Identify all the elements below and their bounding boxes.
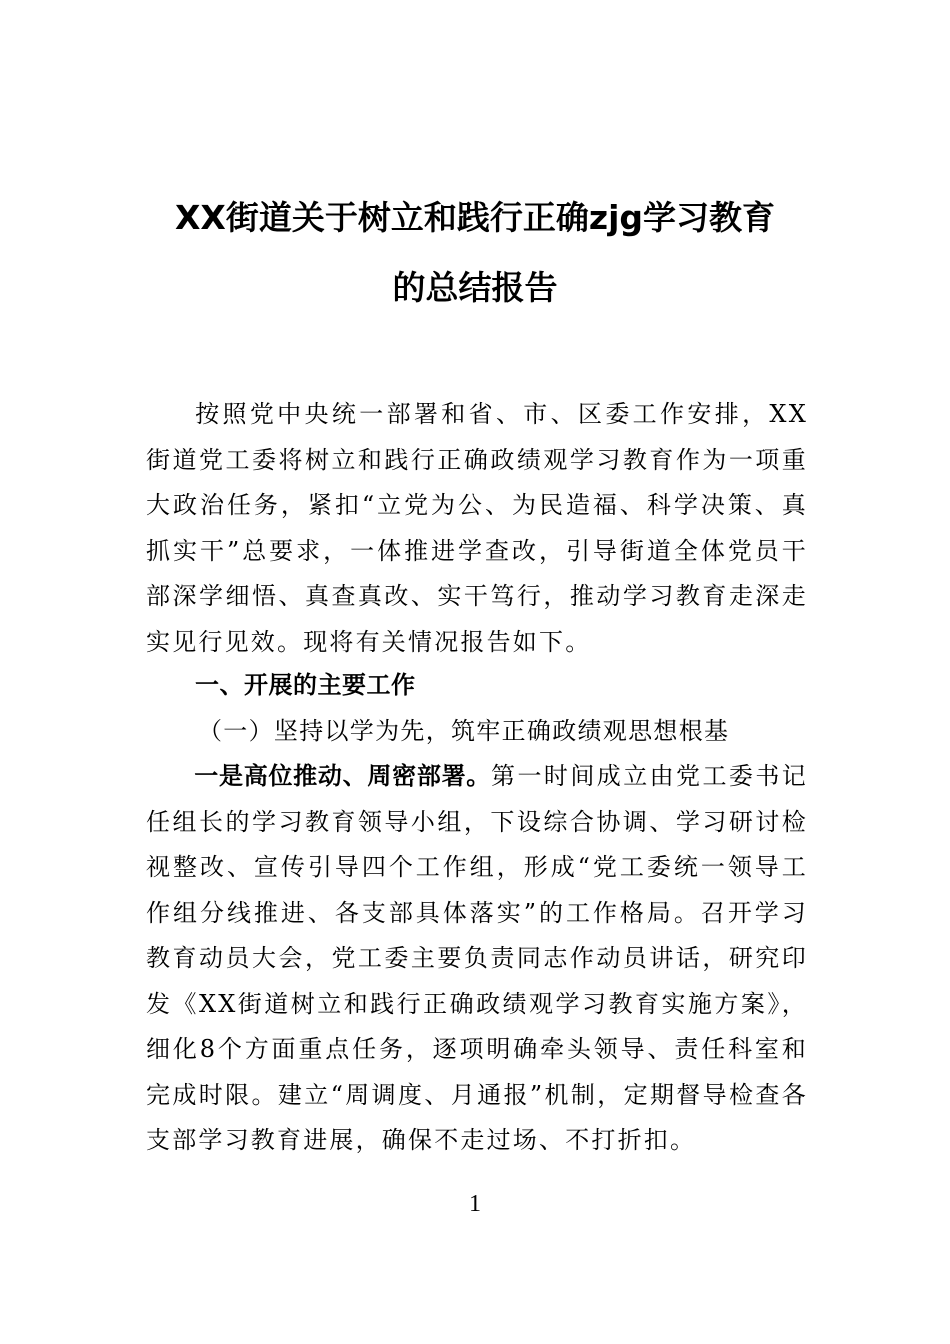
subsection-heading-1-1: （一）坚持以学为先，筑牢正确政绩观思想根基 (198, 717, 730, 745)
page-number: 1 (469, 1191, 481, 1217)
document-title-line-2: 的总结报告 (392, 268, 558, 307)
document-title-line-1: XX街道关于树立和践行正确zjg学习教育 (174, 198, 776, 237)
intro-paragraph (146, 392, 808, 665)
intro-paragraph-text: 按照党中央统一部署和省、市、区委工作安排，XX街道党工委将树立和践行正确政绩观学习教育作为一项重大政治任务，紧扣“立党为公、为民造福、科学决策、真抓实干”总要求，一体推进学查改，引导街道全体党员干部深学细悟、真查真改、实干笃行，推动学习教育走深走实见行见效。现将有关情况报告如下。 (146, 400, 808, 656)
paragraph-body-text: 第一时间成立由党工委书记任组长的学习教育领导小组，下设综合协调、学习研讨检视整改、宣传引导四个工作组，形成“党工委统一领导工作组分线推进、各支部具体落实”的工作格局。召开学习教育动员大会，党工委主要负责同志作动员讲话，研究印发《XX街道树立和践行正确政绩观学习教育实施方案》，细化8个方面重点任务，逐项明确牵头领导、责任科室和完成时限。建立“周调度、月通报”机制，定期督导检查各支部学习教育进展，确保不走过场、不打折扣。 (146, 762, 808, 1154)
paragraph-lead-phrase: 一是高位推动、周密部署。 (194, 762, 492, 790)
section-heading-1: 一、开展的主要工作 (195, 671, 416, 699)
paragraph-high-level-deployment (146, 754, 808, 1164)
